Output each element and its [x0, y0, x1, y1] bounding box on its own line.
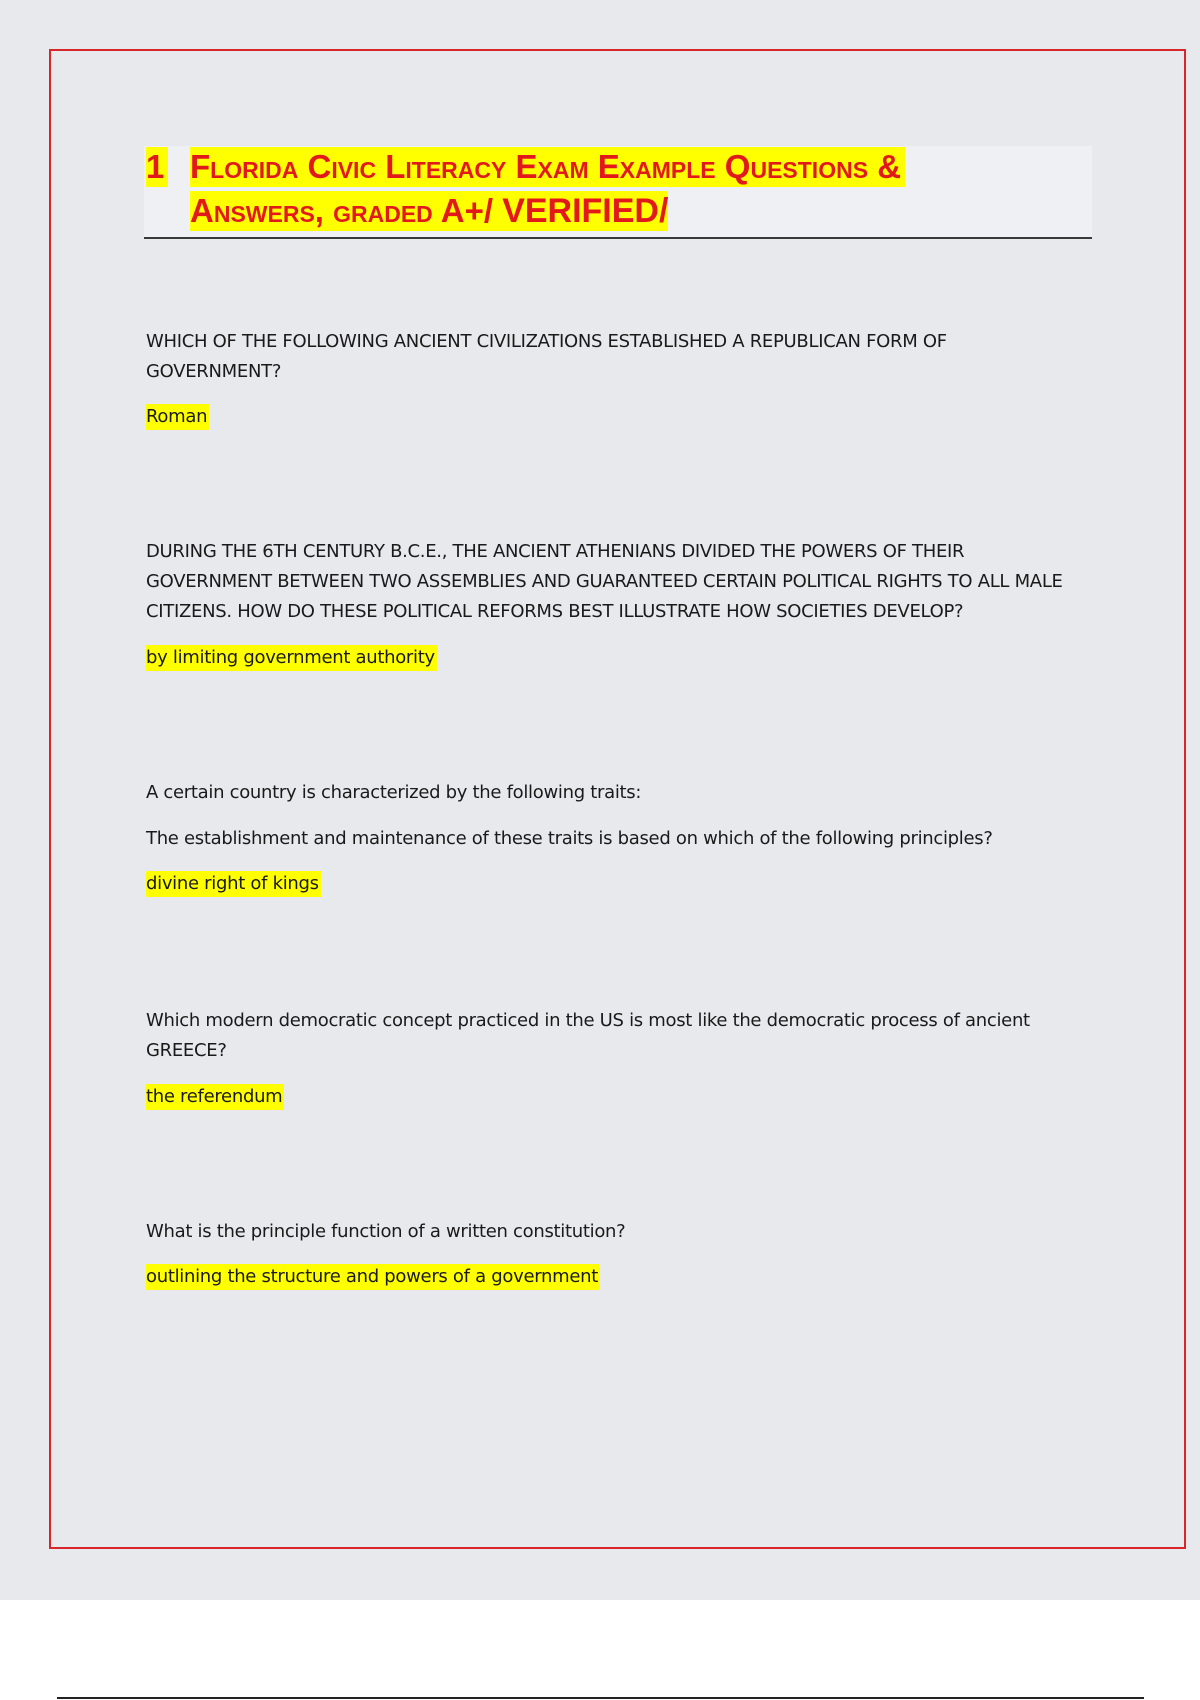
answer-3: divine right of kings	[146, 871, 321, 897]
heading-line-2-part-a: Answers, graded A+/	[190, 192, 503, 229]
question-3: A certain country is characterized by the following traits:	[146, 782, 642, 803]
question-5: What is the principle function of a written constitution?	[146, 1221, 626, 1242]
answer-4: the referendum	[146, 1084, 284, 1110]
heading-line-2	[190, 191, 668, 231]
answer-5: outlining the structure and powers of a government	[146, 1264, 600, 1290]
heading-line-1: Florida Civic Literacy Exam Example Questions &	[190, 147, 905, 187]
question-3-prompt: The establishment and maintenance of these traits is based on which of the following principles?	[146, 828, 993, 849]
answer-1: Roman	[146, 404, 209, 430]
answer-2: by limiting government authority	[146, 645, 437, 671]
question-2: DURING THE 6TH CENTURY B.C.E., THE ANCIENT ATHENIANS DIVIDED THE POWERS OF THEIR GOVERNMENT BETWEEN TWO ASSEMBLIES AND GUARANTEED CERTAIN POLITICAL RIGHTS TO ALL MALE CITIZENS. HOW DO THESE POLITICAL REFORMS BEST ILLUSTRATE HOW SOCIETIES DEVELOP?	[146, 541, 1063, 622]
question-4: Which modern democratic concept practiced in the US is most like the democratic process of ancient GREECE?	[146, 1010, 1030, 1061]
question-1: WHICH OF THE FOLLOWING ANCIENT CIVILIZATIONS ESTABLISHED A REPUBLICAN FORM OF GOVERNMENT?	[146, 331, 947, 382]
footer-rule	[57, 1697, 1144, 1699]
heading-number: 1	[146, 147, 168, 187]
heading-verified: VERIFIED/	[502, 192, 669, 230]
